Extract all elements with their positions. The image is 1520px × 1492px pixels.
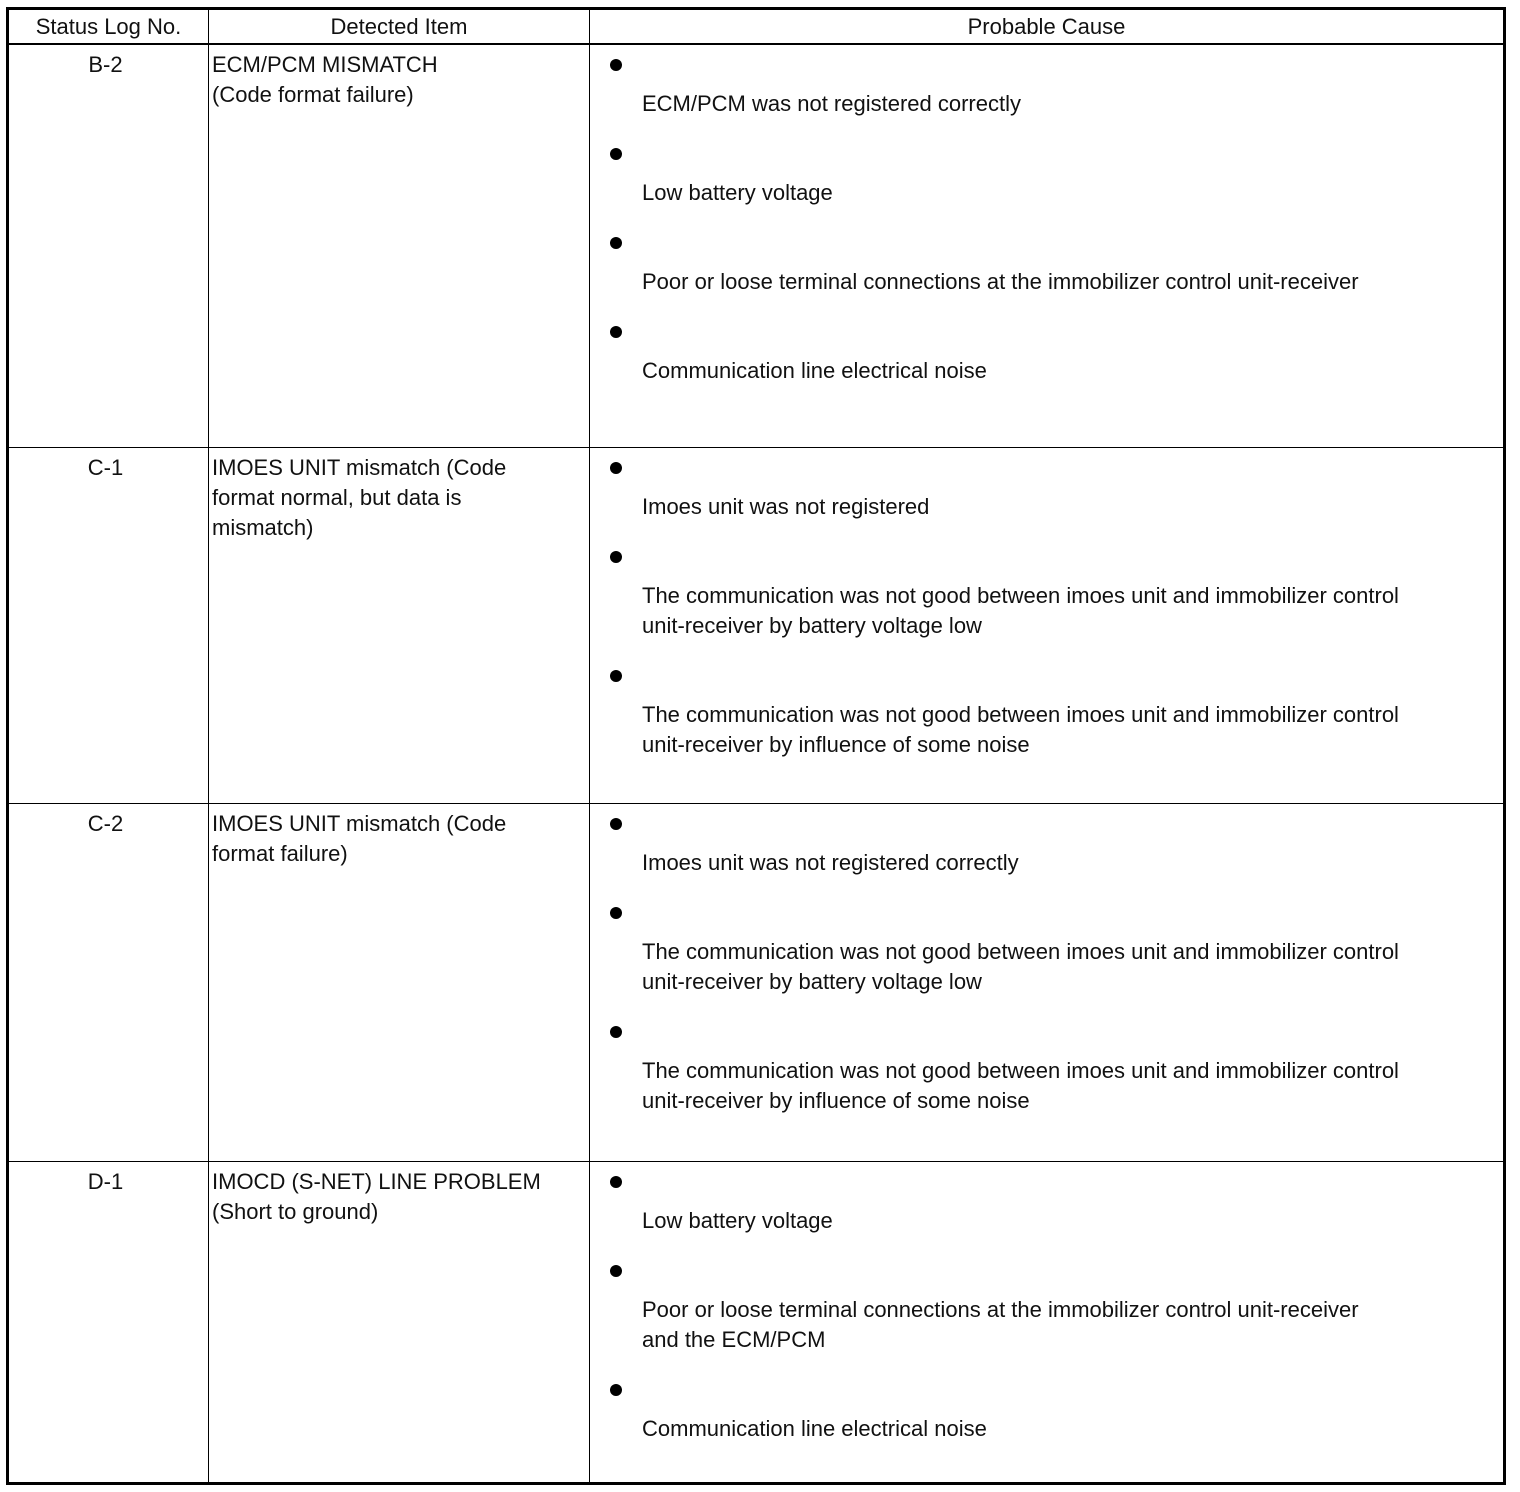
status-log-number: D-1 xyxy=(9,1162,209,1482)
cause-text: Low battery voltage xyxy=(642,180,833,205)
bullet-icon xyxy=(610,1026,622,1038)
cause-item xyxy=(590,537,1503,641)
cause-text: Communication line electrical noise xyxy=(642,1416,987,1441)
status-log-number: C-1 xyxy=(9,448,209,803)
header-probable-cause: Probable Cause xyxy=(967,14,1126,39)
bullet-icon xyxy=(610,462,622,474)
probable-cause-cell xyxy=(590,448,1503,803)
cause-item xyxy=(590,893,1503,997)
cause-item xyxy=(590,1162,1503,1236)
table-row xyxy=(9,1162,1503,1482)
bullet-icon xyxy=(610,551,622,563)
detected-item: IMOCD (S-NET) LINE PROBLEM (Short to ground) xyxy=(209,1162,590,1482)
cause-item xyxy=(590,804,1503,878)
bullet-icon xyxy=(610,326,622,338)
cause-text: Imoes unit was not registered xyxy=(642,494,930,519)
probable-cause-cell xyxy=(590,804,1503,1161)
cause-list xyxy=(590,448,1503,760)
bullet-icon xyxy=(610,907,622,919)
bullet-icon xyxy=(610,237,622,249)
cause-item xyxy=(590,1251,1503,1355)
cause-text: ECM/PCM was not registered correctly xyxy=(642,91,1021,116)
detected-item: IMOES UNIT mismatch (Code format failure) xyxy=(209,804,590,1161)
cause-list xyxy=(590,45,1503,386)
bullet-icon xyxy=(610,1265,622,1277)
cause-item xyxy=(590,1012,1503,1116)
probable-cause-table xyxy=(6,7,1506,1485)
status-log-number: B-2 xyxy=(9,45,209,447)
cause-item xyxy=(590,134,1503,208)
cause-text: Low battery voltage xyxy=(642,1208,833,1233)
cause-item xyxy=(590,1370,1503,1444)
bullet-icon xyxy=(610,670,622,682)
cause-item xyxy=(590,223,1503,297)
cause-text: The communication was not good between imoes unit and immobilizer control unit-receiver by battery voltage low xyxy=(642,939,1399,994)
cause-item xyxy=(590,656,1503,760)
cause-item xyxy=(590,448,1503,522)
cause-text: The communication was not good between imoes unit and immobilizer control unit-receiver by influence of some noise xyxy=(642,1058,1399,1113)
cause-list xyxy=(590,804,1503,1116)
probable-cause-cell xyxy=(590,1162,1503,1482)
cause-text: The communication was not good between imoes unit and immobilizer control unit-receiver by influence of some noise xyxy=(642,702,1399,757)
bullet-icon xyxy=(610,818,622,830)
detected-item: ECM/PCM MISMATCH (Code format failure) xyxy=(209,45,590,447)
cause-text: Imoes unit was not registered correctly xyxy=(642,850,1019,875)
cause-text: Poor or loose terminal connections at the immobilizer control unit-receiver and the ECM/PCM xyxy=(642,1297,1359,1352)
bullet-icon xyxy=(610,59,622,71)
header-status-log-no: Status Log No. xyxy=(9,10,209,43)
cause-text: Communication line electrical noise xyxy=(642,358,987,383)
cause-text: The communication was not good between imoes unit and immobilizer control unit-receiver by battery voltage low xyxy=(642,583,1399,638)
table-row xyxy=(9,45,1503,448)
header-detected-item: Detected Item xyxy=(209,10,590,43)
probable-cause-cell xyxy=(590,45,1503,447)
cause-item xyxy=(590,312,1503,386)
table-row xyxy=(9,448,1503,804)
bullet-icon xyxy=(610,148,622,160)
bullet-icon xyxy=(610,1384,622,1396)
cause-text: Poor or loose terminal connections at the immobilizer control unit-receiver xyxy=(642,269,1359,294)
table-header-row xyxy=(9,10,1503,45)
detected-item: IMOES UNIT mismatch (Code format normal, but data is mismatch) xyxy=(209,448,590,803)
bullet-icon xyxy=(610,1176,622,1188)
cause-item xyxy=(590,45,1503,119)
cause-list xyxy=(590,1162,1503,1444)
table-row xyxy=(9,804,1503,1162)
status-log-number: C-2 xyxy=(9,804,209,1161)
